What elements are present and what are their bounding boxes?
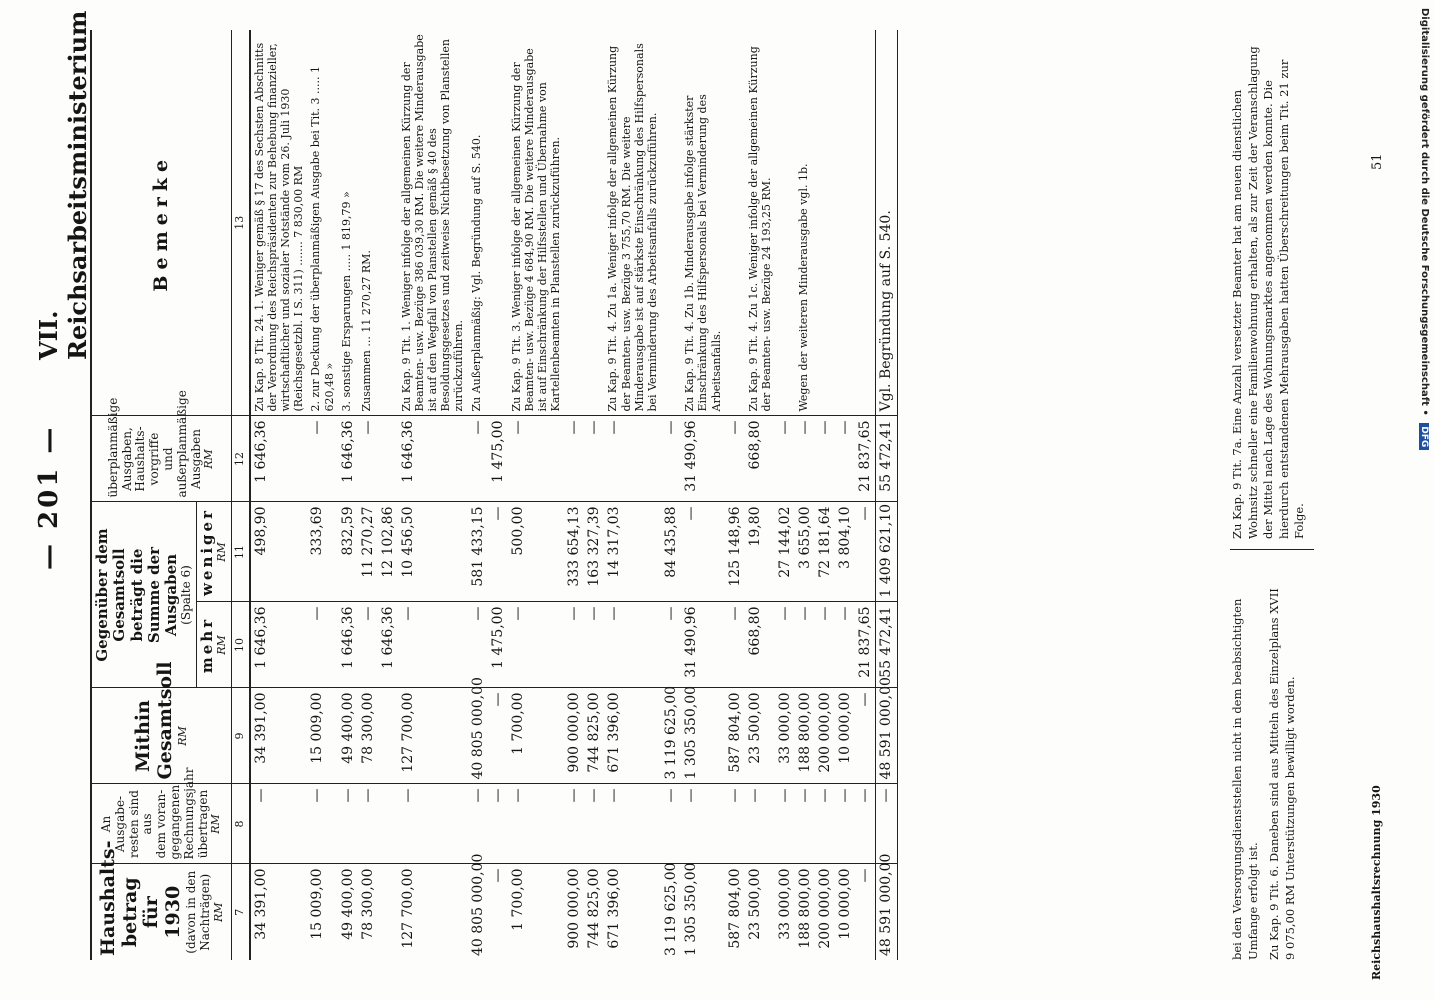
cell-c9: 33 000,00 [775, 688, 795, 784]
cell-c7: 10 000,00 [837, 868, 854, 940]
cell-c7: 23 500,00 [746, 868, 763, 940]
dfg-logo: DFG [1419, 423, 1429, 450]
col-13-header: Bemerke [91, 30, 231, 416]
cell-c8: — [795, 784, 815, 864]
table-row [681, 30, 725, 960]
table-header [91, 30, 197, 960]
cell-c13: Zu Kap. 8 Tit. 24. 1. Weniger gemäß § 17 des Sechsten Abschnitts der Verordnung des Reichspräsidenten zur Behebung finanzieller, wirtschaftlicher und sozialer Notstände vom 26. Juli 1930 (Reichsgesetzbl. I S. 311) ....... 7 830,00 RM [250, 30, 308, 416]
cell-c10: — [725, 602, 745, 688]
cell-c7 [378, 864, 398, 960]
table-body [250, 30, 876, 960]
cell-c12: — [508, 416, 565, 502]
cell-c8: — [468, 784, 488, 864]
cell-c8: — [725, 784, 745, 864]
cell-c9: 40 805 000,00 [468, 688, 488, 784]
cell-c11: — [488, 502, 508, 602]
table-row [378, 30, 398, 960]
cell-c13 [815, 30, 835, 416]
cell-c11: 10 456,50 [398, 502, 468, 602]
cell-c7: 744 825,00 [586, 868, 603, 949]
cell-c7: 3 119 625,00 [663, 862, 680, 956]
cell-c10: — [564, 602, 584, 688]
cell-c13: Zu Kap. 9 Tit. 3. Weniger infolge der allgemeinen Kürzung der Beamten- usw. Bezüge 4 684,90 RM. Die weitere Minderausgabe ist auf Einschränkung der Hilfsstellen und Übernahme von Kartellenbeamten in Planstellen zurückzuführen. [508, 30, 565, 416]
page-header [34, 0, 92, 1000]
footnote-text: bei den Versorgungsdienststellen nicht in dem beabsichtigten Umfange erfolgt ist. [1230, 598, 1260, 960]
cell-c11: 27 144,02 [775, 502, 795, 602]
footnotes-left [1230, 580, 1304, 960]
cell-c11: 500,00 [508, 502, 565, 602]
cell-c10: 1 646,36 [378, 602, 398, 688]
table-row [250, 30, 308, 960]
cell-c13 [725, 30, 745, 416]
cell-c10: — [584, 602, 604, 688]
cell-c11: 498,90 [250, 502, 308, 602]
cell-c9: 10 000,00 [835, 688, 855, 784]
cell-c9: 78 300,00 [358, 688, 378, 784]
cell-c13: Zu Außerplanmäßig: Vgl. Begründung auf S. 540. [468, 30, 488, 416]
cell-c8: — [488, 784, 508, 864]
cell-c11: 333 654,13 [564, 502, 584, 602]
cell-c12: 1 646,36 [250, 416, 308, 502]
table-row [564, 30, 584, 960]
cell-c10: — [815, 602, 835, 688]
column-numbers-row: 7 8 9 10 11 12 13 [231, 30, 249, 960]
col-7-header: Haushalts- betrag für 1930 (davon in den Nachträgen) RM [91, 864, 231, 960]
cell-c8: — [307, 784, 337, 864]
cell-c12: 31 490,96 [681, 416, 725, 502]
footer-source: Reichshaushaltsrechnung 1930 [1370, 785, 1383, 980]
cell-c10: — [358, 602, 378, 688]
cell-c12: — [468, 416, 488, 502]
total-row: 48 591 000,00 — 48 591 000,00 55 472,41 1 409 621,10 55 472,41 Vgl. Begründung auf S. 540. [876, 30, 898, 960]
cell-c12: 1 646,36 [398, 416, 468, 502]
cell-c12: — [775, 416, 795, 502]
cell-c8: — [358, 784, 378, 864]
cell-c12: — [725, 416, 745, 502]
cell-c12: — [564, 416, 584, 502]
cell-c8: — [584, 784, 604, 864]
cell-c13 [378, 30, 398, 416]
footnotes-right [1230, 39, 1314, 550]
cell-c10: 1 475,00 [488, 602, 508, 688]
cell-c9: 1 700,00 [508, 688, 565, 784]
cell-c13: 3. sonstige Ersparungen ..... 1 819,79 » [338, 30, 358, 416]
cell-c7: 188 800,00 [797, 868, 814, 949]
cell-c10: — [604, 602, 661, 688]
cell-c12: 21 837,65 [855, 416, 876, 502]
cell-c8: — [775, 784, 795, 864]
cell-c12: — [604, 416, 661, 502]
cell-c10: — [468, 602, 488, 688]
table-row [398, 30, 468, 960]
cell-c12: — [795, 416, 815, 502]
cell-c8: — [250, 784, 308, 864]
cell-c10: — [508, 602, 565, 688]
table-row [661, 30, 681, 960]
col-10-11-group-header: Gegenüber dem Gesamtsoll beträgt die Summe der Ausgaben (Spalte 6) [91, 502, 197, 688]
cell-c10: — [835, 602, 855, 688]
cell-c13 [488, 30, 508, 416]
cell-c7: 1 700,00 [509, 868, 526, 931]
footer-number: 51 [1370, 153, 1385, 170]
cell-c10: 668,80 [745, 602, 775, 688]
cell-c11: 14 317,03 [604, 502, 661, 602]
cell-c9: — [855, 688, 876, 784]
cell-c10: — [307, 602, 337, 688]
cell-c7: 127 700,00 [399, 868, 416, 949]
cell-c12: 1 475,00 [488, 416, 508, 502]
cell-c13: 2. zur Deckung der überplanmäßigen Ausgabe bei Tit. 3 ..... 1 620,48 » [307, 30, 337, 416]
dfg-text: Digitalisierung gefördert durch die Deutsche Forschungsgemeinschaft • [1419, 8, 1430, 416]
cell-c8: — [564, 784, 584, 864]
table-row [795, 30, 815, 960]
cell-c9: 587 804,00 [725, 688, 745, 784]
cell-c8: — [398, 784, 468, 864]
cell-c12: — [835, 416, 855, 502]
cell-c9: — [488, 688, 508, 784]
cell-c12: — [661, 416, 681, 502]
cell-c9: 3 119 625,00 [661, 688, 681, 784]
cell-c7: — [857, 868, 874, 883]
cell-c11: 832,59 [338, 502, 358, 602]
cell-c13: Zu Kap. 9 Tit. 4. Zu 1c. Weniger infolge der allgemeinen Kürzung der Beamten- usw. Bezüge 24 193,25 RM. [745, 30, 775, 416]
cell-c7: 49 400,00 [339, 868, 356, 940]
cell-c13 [584, 30, 604, 416]
table-row [775, 30, 795, 960]
cell-c9: 49 400,00 [338, 688, 358, 784]
cell-c9: 1 305 350,00 [681, 688, 725, 784]
cell-c8: — [604, 784, 661, 864]
cell-c7: 200 000,00 [817, 868, 834, 949]
cell-c11: 581 433,15 [468, 502, 488, 602]
cell-c7: 34 391,00 [252, 868, 269, 940]
cell-c13 [775, 30, 795, 416]
cell-c10: — [795, 602, 815, 688]
cell-c9 [378, 688, 398, 784]
cell-c13 [564, 30, 584, 416]
cell-c12: — [584, 416, 604, 502]
cell-c8: — [835, 784, 855, 864]
cell-c8: — [681, 784, 725, 864]
cell-c10: — [775, 602, 795, 688]
cell-c9: 188 800,00 [795, 688, 815, 784]
footnote-text: Zu Kap. 9 Tit. 7a. Eine Anzahl versetzter Beamter hat am neuen dienstlichen Wohnsitz schneller eine Familienwohnung erhalten, als zur Zeit der Veranschlagung der Mittel nach Lage des Wohnungsmarktes angenommen werden konnte. Die hierdurch entstandenen Mehrausgaben hatten Überschreitungen beim Tit. 21 zur Folge. [1230, 46, 1307, 539]
table-row [815, 30, 835, 960]
cell-c11: — [855, 502, 876, 602]
cell-c8: — [661, 784, 681, 864]
table-row [604, 30, 661, 960]
cell-c7: 15 009,00 [309, 868, 326, 940]
table-row [488, 30, 508, 960]
cell-c11: 11 270,27 [358, 502, 378, 602]
cell-c11: 84 435,88 [661, 502, 681, 602]
cell-c13: Wegen der weiteren Minderausgabe vgl. 1b. [795, 30, 815, 416]
cell-c9: 900 000,00 [564, 688, 584, 784]
cell-c10: 1 646,36 [250, 602, 308, 688]
cell-c13: Zu Kap. 9 Tit. 4. Zu 1a. Weniger infolge der allgemeinen Kürzung der Beamten- usw. Bezüge 3 755,70 RM. Die weitere Minderausgabe ist auf stärkste Einschränkung des Hilfspersonals bei Verminderung des Arbeitsanfalls zurückzuführen. [604, 30, 661, 416]
cell-c9: 671 396,00 [604, 688, 661, 784]
table-row [468, 30, 488, 960]
table-row [835, 30, 855, 960]
cell-c7: 587 804,00 [726, 868, 743, 949]
cell-c13 [855, 30, 876, 416]
cell-c12: 1 646,36 [338, 416, 358, 502]
col-11-header: weniger RM [197, 502, 232, 602]
cell-c11: 12 102,86 [378, 502, 398, 602]
cell-c10: 1 646,36 [338, 602, 358, 688]
cell-c13 [661, 30, 681, 416]
cell-c11: 163 327,39 [584, 502, 604, 602]
cell-c9: 200 000,00 [815, 688, 835, 784]
cell-c13: Zu Kap. 9 Tit. 4. Zu 1b. Minderausgabe infolge stärkster Einschränkung des Hilfspersonals bei Verminderung des Arbeitsanfalls. [681, 30, 725, 416]
table-row [358, 30, 378, 960]
cell-c8 [378, 784, 398, 864]
table-row [307, 30, 337, 960]
table-row [725, 30, 745, 960]
cell-c12: — [358, 416, 378, 502]
cell-c9: 34 391,00 [250, 688, 308, 784]
cell-c12: — [815, 416, 835, 502]
col-9-header: Mithin Gesamtsoll RM [91, 688, 231, 784]
cell-c7: 671 396,00 [606, 868, 623, 949]
cell-c12: — [307, 416, 337, 502]
cell-c8: — [815, 784, 835, 864]
cell-c7: 40 805 000,00 [469, 853, 486, 956]
cell-c8: — [745, 784, 775, 864]
cell-c11: — [681, 502, 725, 602]
cell-c9: 744 825,00 [584, 688, 604, 784]
cell-c11: 72 181,64 [815, 502, 835, 602]
cell-c11: 125 148,96 [725, 502, 745, 602]
cell-c7: 78 300,00 [359, 868, 376, 940]
cell-c12 [378, 416, 398, 502]
cell-c7: — [489, 868, 506, 883]
cell-c11: 3 804,10 [835, 502, 855, 602]
cell-c13 [835, 30, 855, 416]
cell-c10: 31 490,96 [681, 602, 725, 688]
cell-c7: 900 000,00 [566, 868, 583, 949]
cell-c9: 127 700,00 [398, 688, 468, 784]
col-8-header: An Ausgabe- resten sind aus dem voran- gegangenen Rechnungsjahr übertragen RM [91, 784, 231, 864]
table-row [745, 30, 775, 960]
cell-c7: 33 000,00 [777, 868, 794, 940]
cell-c9: 23 500,00 [745, 688, 775, 784]
cell-c11: 3 655,00 [795, 502, 815, 602]
cell-c11: 19,80 [745, 502, 775, 602]
ministry-title: VII. Reichsarbeitsministerium [34, 10, 92, 360]
col-10-header: mehr RM [197, 602, 232, 688]
table-row [338, 30, 358, 960]
cell-c12: 668,80 [745, 416, 775, 502]
cell-c8: — [855, 784, 876, 864]
cell-c13: Zu Kap. 9 Tit. 1. Weniger infolge der allgemeinen Kürzung der Beamten- usw. Bezüge 386 039,30 RM. Die weitere Minderausgabe ist auf den Wegfall von Planstellen gemäß § 40 des Besoldungsgesetzes und zeitweise Nichtbesetzung von Planstellen zurückzuführen. [398, 30, 468, 416]
cell-c11: 333,69 [307, 502, 337, 602]
page-number: — 201 — [34, 424, 64, 570]
table-row [508, 30, 565, 960]
cell-c10: 21 837,65 [855, 602, 876, 688]
cell-c7: 1 305 350,00 [683, 862, 700, 956]
col-12-header: überplanmäßige Ausgaben, Haushalts- vorgriffe und außerplanmäßige Ausgaben RM [91, 416, 231, 502]
cell-c8: — [508, 784, 565, 864]
cell-c8: — [338, 784, 358, 864]
table-row [584, 30, 604, 960]
table-row [855, 30, 876, 960]
footnote-text: Zu Kap. 9 Tit. 6. Daneben sind aus Mitteln des Einzelplans XVII 9 075,00 RM Unterstützungen bewilligt worden. [1267, 588, 1297, 960]
cell-c13: Zusammen ... 11 270,27 RM. [358, 30, 378, 416]
cell-c10: — [398, 602, 468, 688]
cell-c9: 15 009,00 [307, 688, 337, 784]
budget-table [90, 30, 898, 960]
cell-c10: — [661, 602, 681, 688]
